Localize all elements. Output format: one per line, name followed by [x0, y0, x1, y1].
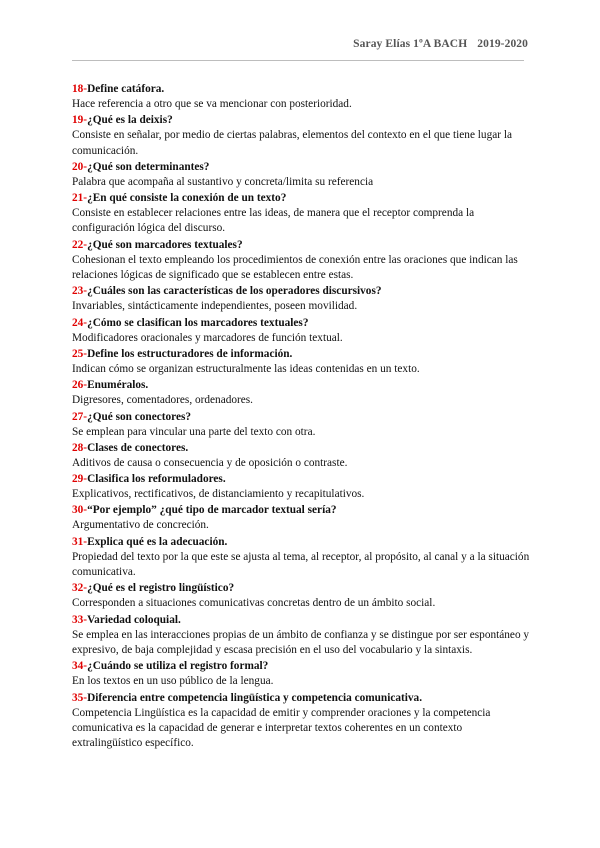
- question-number: 19-: [72, 114, 88, 127]
- answer-text: Indican cómo se organizan estructuralmente las ideas contenidas en un texto.: [72, 362, 420, 375]
- question: [72, 581, 530, 596]
- question: [72, 113, 530, 128]
- question-text: ¿Cómo se clasifican los marcadores textuales?: [87, 316, 309, 329]
- question: [72, 472, 530, 487]
- header-author: Saray Elías 1ºA BACH: [353, 38, 468, 50]
- question-number: 18-: [72, 83, 88, 95]
- answer-text: Competencia Lingüística es la capacidad de emitir y comprender oraciones y la competencia comunicativa es la capacidad de generar e interpretar textos coherentes en un contexto extralingüístico específico.: [72, 706, 491, 750]
- question-number: 24-: [72, 316, 88, 329]
- question: [72, 613, 530, 628]
- question-number: 35-: [72, 691, 88, 704]
- answer-text: Aditivos de causa o consecuencia y de oposición o contraste.: [72, 456, 348, 469]
- answer-text: En los textos en un uso público de la lengua.: [72, 675, 274, 688]
- answer-text: Se emplean para vincular una parte del texto con otra.: [72, 425, 316, 438]
- answer-text: Hace referencia a otro que se va mencionar con posterioridad.: [72, 98, 352, 110]
- question-number: 21-: [72, 192, 88, 205]
- question: [72, 503, 530, 518]
- question-item: [72, 472, 530, 502]
- question-text: “Por ejemplo” ¿qué tipo de marcador textual sería?: [87, 504, 337, 517]
- question-item: [72, 284, 530, 314]
- question-text: Explica qué es la adecuación.: [87, 535, 228, 548]
- question-item: [72, 316, 530, 346]
- question: [72, 191, 530, 206]
- answer-text: Modificadores oracionales y marcadores de función textual.: [72, 331, 343, 344]
- question: [72, 410, 530, 425]
- question: [72, 238, 530, 253]
- question: [72, 347, 530, 362]
- question-number: 23-: [72, 285, 88, 298]
- answer-text: Invariables, sintácticamente independientes, poseen movilidad.: [72, 300, 358, 313]
- question-number: 27-: [72, 410, 88, 423]
- question-number: 26-: [72, 379, 88, 392]
- question-list: [72, 82, 530, 752]
- answer-text: Cohesionan el texto empleando los procedimientos de conexión entre las oraciones que indican las relaciones lógicas de significado que se establecen entre estas.: [72, 253, 518, 282]
- question-number: 28-: [72, 441, 88, 454]
- question-item: [72, 191, 530, 237]
- question-number: 20-: [72, 160, 88, 173]
- question-text: ¿Qué es el registro lingüístico?: [87, 582, 235, 595]
- answer-text: Palabra que acompaña al sustantivo y concreta/limita su referencia: [72, 175, 374, 188]
- question-text: ¿Qué son marcadores textuales?: [87, 238, 243, 251]
- question-item: [72, 82, 530, 112]
- question-item: [72, 113, 530, 159]
- question: [72, 160, 530, 175]
- question-number: 22-: [72, 238, 88, 251]
- question-text: Enuméralos.: [87, 379, 149, 392]
- question-number: 30-: [72, 504, 88, 517]
- question-item: [72, 160, 530, 190]
- question-item: [72, 410, 530, 440]
- answer-text: Consiste en señalar, por medio de ciertas palabras, elementos del contexto en el que tiene lugar la comunicación.: [72, 129, 512, 157]
- question-item: [72, 347, 530, 377]
- question: [72, 284, 530, 299]
- question: [72, 378, 530, 393]
- question-item: [72, 503, 530, 533]
- question-item: [72, 441, 530, 471]
- question-text: ¿Qué son determinantes?: [87, 160, 210, 173]
- question-text: ¿Cuáles son las características de los operadores discursivos?: [87, 285, 382, 298]
- question-text: Define los estructuradores de información.: [87, 347, 293, 360]
- question-item: [72, 378, 530, 408]
- answer-text: Consiste en establecer relaciones entre las ideas, de manera que el receptor comprenda la configuración lógica del discurso.: [72, 207, 475, 235]
- answer-text: Propiedad del texto por la que este se ajusta al tema, al receptor, al propósito, al canal y a la situación comunicativa.: [72, 550, 530, 579]
- question-text: Clasifica los reformuladores.: [87, 473, 226, 486]
- question-number: 34-: [72, 660, 88, 673]
- question-item: [72, 613, 530, 659]
- question-item: [72, 659, 530, 689]
- question-number: 31-: [72, 535, 88, 548]
- answer-text: Digresores, comentadores, ordenadores.: [72, 394, 253, 407]
- question-text: ¿Qué son conectores?: [87, 410, 192, 423]
- question-number: 29-: [72, 473, 88, 486]
- page-header: [353, 38, 528, 50]
- answer-text: Corresponden a situaciones comunicativas concretas dentro de un ámbito social.: [72, 597, 436, 610]
- question-text: Diferencia entre competencia lingüística y competencia comunicativa.: [87, 691, 423, 704]
- question: [72, 82, 530, 97]
- question: [72, 441, 530, 456]
- question-text: Variedad coloquial.: [87, 613, 181, 626]
- question-number: 25-: [72, 347, 88, 360]
- answer-text: Argumentativo de concreción.: [72, 519, 209, 532]
- question-item: [72, 535, 530, 581]
- question-item: [72, 691, 530, 752]
- question: [72, 316, 530, 331]
- question-text: Define catáfora.: [87, 83, 165, 95]
- header-divider: [72, 60, 524, 61]
- header-year: 2019-2020: [477, 38, 528, 50]
- answer-text: Se emplea en las interacciones propias de un ámbito de confianza y se distingue por ser espontáneo y expresivo, de baja complejidad y escasa precisión en el uso del vocabulario y la sintaxis.: [72, 628, 530, 656]
- question-text: ¿Qué es la deixis?: [87, 114, 173, 127]
- question-item: [72, 581, 530, 611]
- question: [72, 535, 530, 550]
- question-item: [72, 238, 530, 284]
- question-number: 32-: [72, 582, 88, 595]
- question-text: ¿En qué consiste la conexión de un texto?: [87, 192, 287, 205]
- question-number: 33-: [72, 613, 88, 626]
- question: [72, 691, 530, 706]
- answer-text: Explicativos, rectificativos, de distanciamiento y recapitulativos.: [72, 488, 365, 501]
- question-text: ¿Cuándo se utiliza el registro formal?: [87, 660, 269, 673]
- question-text: Clases de conectores.: [87, 441, 189, 454]
- question: [72, 659, 530, 674]
